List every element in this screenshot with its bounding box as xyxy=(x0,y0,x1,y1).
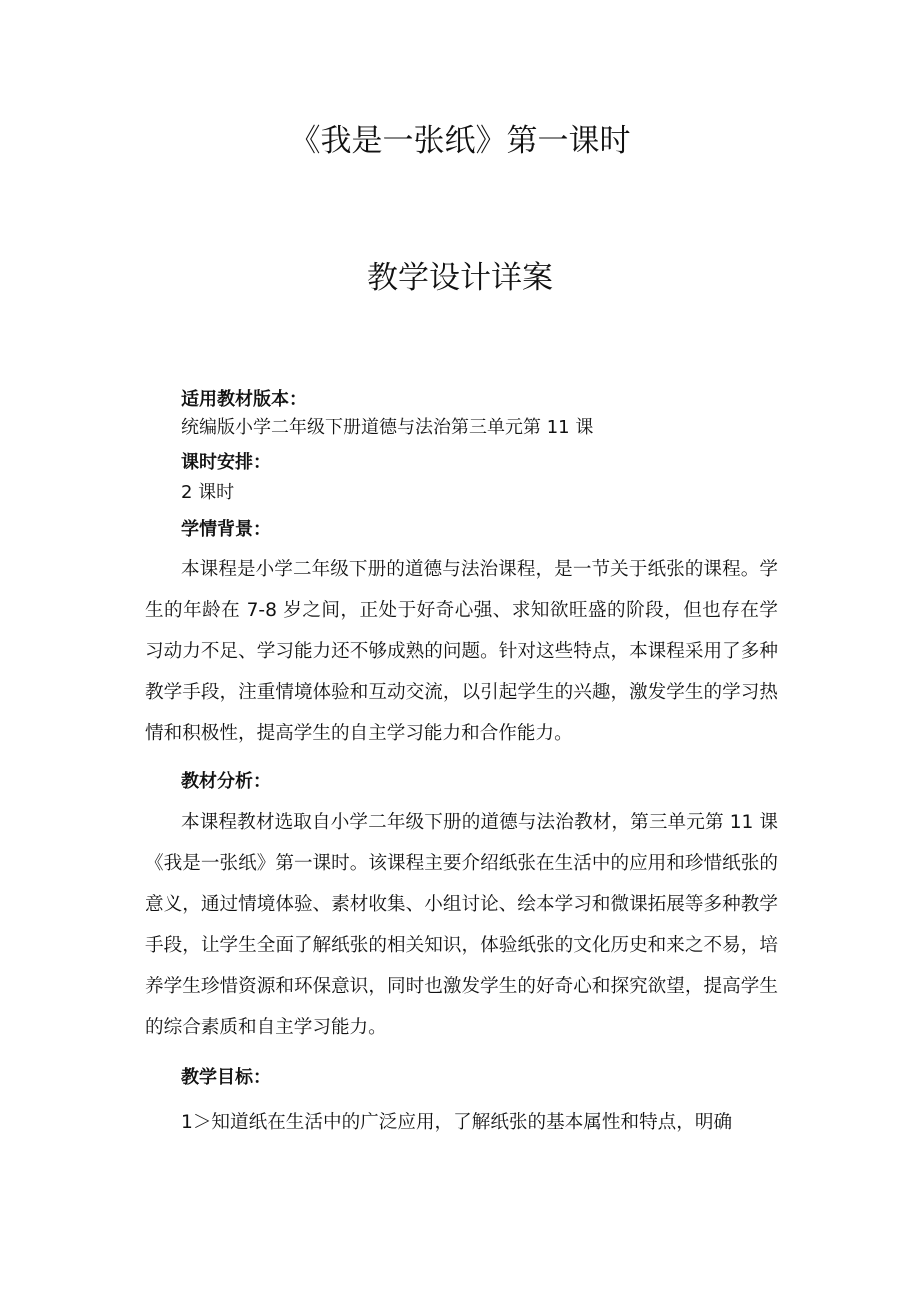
schedule-label: 课时安排： xyxy=(181,452,271,473)
analysis-paragraph: 本课程教材选取自小学二年级下册的道德与法治教材，第三单元第 11 课《我是一张纸》第一课时。该课程主要介绍纸张在生活中的应用和珍惜纸张的意义，通过情境体验、素材收集、小组讨论、绘本学习和微课拓展等多种教学手段，让学生全面了解纸张的相关知识，体验纸张的文化历史和来之不易，培养学生珍惜资源和环保意识，同时也激发学生的好奇心和探究欲望，提高学生的综合素质和自主学习能力。 xyxy=(145,812,778,1038)
edition-label: 适用教材版本： xyxy=(181,389,307,410)
schedule-value: 2 课时 xyxy=(181,482,235,503)
goals-item-1: 1＞知道纸在生活中的广泛应用，了解纸张的基本属性和特点，明确 xyxy=(181,1112,733,1133)
document-subtitle: 教学设计详案 xyxy=(367,260,553,296)
edition-value: 统编版小学二年级下册道德与法治第三单元第 11 课 xyxy=(181,417,594,438)
goals-label: 教学目标： xyxy=(181,1067,271,1088)
document-title: 《我是一张纸》第一课时 xyxy=(289,123,631,159)
background-paragraph: 本课程是小学二年级下册的道德与法治课程，是一节关于纸张的课程。学生的年龄在 7-8 岁之间，正处于好奇心强、求知欲旺盛的阶段，但也存在学习动力不足、学习能力还不够成熟的问题。针对这些特点，本课程采用了多种教学手段，注重情境体验和互动交流，以引起学生的兴趣，激发学生的学习热情和积极性，提高学生的自主学习能力和合作能力。 xyxy=(145,559,778,744)
analysis-label: 教材分析： xyxy=(181,771,271,792)
background-label: 学情背景： xyxy=(181,519,271,540)
